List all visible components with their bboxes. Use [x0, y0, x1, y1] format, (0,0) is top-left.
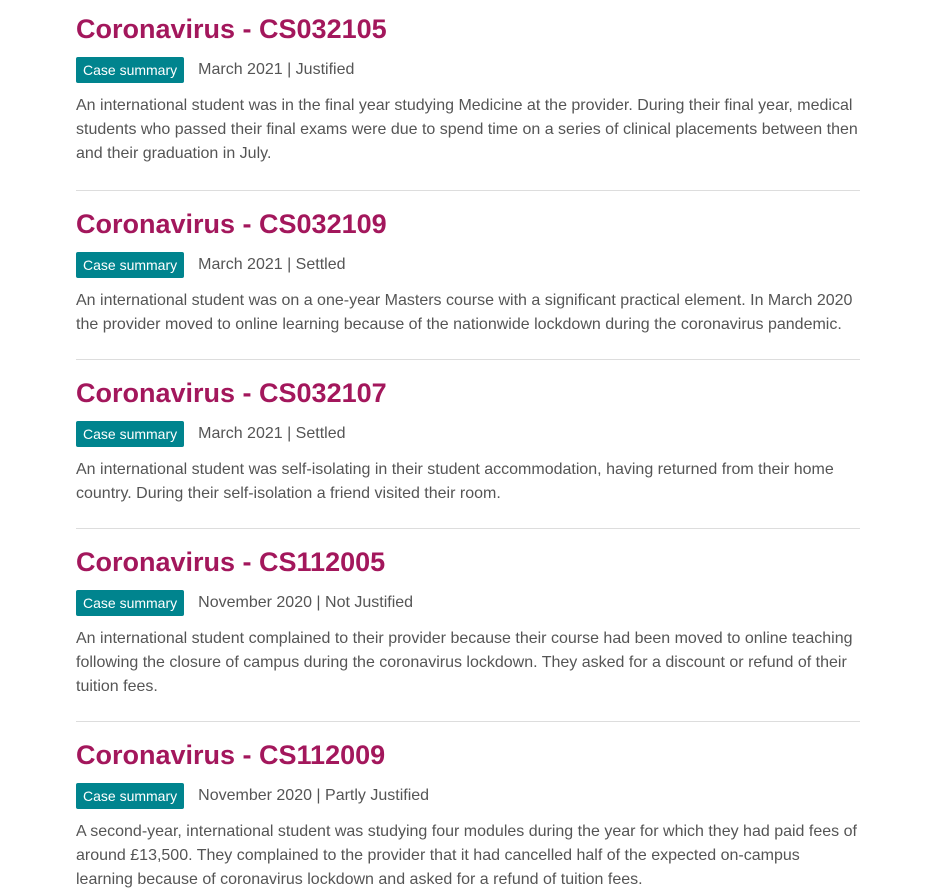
case-item — [76, 191, 860, 360]
case-summary-text: An international student complained to their provider because their course had been moved to online teaching following the closure of campus during the coronavirus lockdown. They asked for a discount or refund of their tuition fees. — [76, 630, 853, 695]
case-title-link[interactable]: Coronavirus - CS032109 — [76, 209, 387, 239]
case-meta — [76, 421, 860, 447]
case-summary-text: An international student was on a one-year Masters course with a significant practical element. In March 2020 the provider moved to online learning because of the nationwide lockdown during the coronavirus pandemic. — [76, 292, 853, 333]
case-item — [76, 360, 860, 529]
case-meta — [76, 783, 860, 809]
case-summary-text: An international student was self-isolating in their student accommodation, having returned from their home country. During their self-isolation a friend visited their room. — [76, 461, 834, 502]
case-title-link[interactable]: Coronavirus - CS112009 — [76, 740, 386, 770]
case-title — [76, 378, 860, 408]
case-summary-list — [76, 0, 860, 892]
case-summary-badge: Case summary — [76, 590, 184, 616]
case-summary-badge: Case summary — [76, 783, 184, 809]
case-summary-badge: Case summary — [76, 57, 184, 83]
case-title — [76, 740, 860, 770]
case-summary-badge: Case summary — [76, 252, 184, 278]
case-summary-badge: Case summary — [76, 421, 184, 447]
case-title — [76, 209, 860, 239]
case-date-outcome: March 2021 | Settled — [198, 256, 346, 273]
case-meta — [76, 590, 860, 616]
case-title — [76, 547, 860, 577]
case-date-outcome: November 2020 | Not Justified — [198, 594, 414, 611]
case-summary-text: An international student was in the final year studying Medicine at the provider. During their final year, medical students who passed their final exams were due to spend time on a series of clinical placements between then and their graduation in July. — [76, 97, 858, 162]
case-item — [76, 722, 860, 892]
case-title-link[interactable]: Coronavirus - CS112005 — [76, 547, 386, 577]
case-item — [76, 529, 860, 722]
case-item — [76, 0, 860, 191]
case-date-outcome: November 2020 | Partly Justified — [198, 787, 430, 804]
case-title-link[interactable]: Coronavirus - CS032105 — [76, 14, 387, 44]
case-meta — [76, 252, 860, 278]
case-title — [76, 14, 860, 44]
case-summary-text: A second-year, international student was studying four modules during the year for which they had paid fees of around £13,500. They complained to the provider that it had cancelled half of the expected on-campus learning because of coronavirus lockdown and asked for a refund of tuition fees. — [76, 823, 857, 888]
case-meta — [76, 57, 860, 83]
case-date-outcome: March 2021 | Settled — [198, 425, 346, 442]
case-date-outcome: March 2021 | Justified — [198, 61, 355, 78]
case-title-link[interactable]: Coronavirus - CS032107 — [76, 378, 387, 408]
